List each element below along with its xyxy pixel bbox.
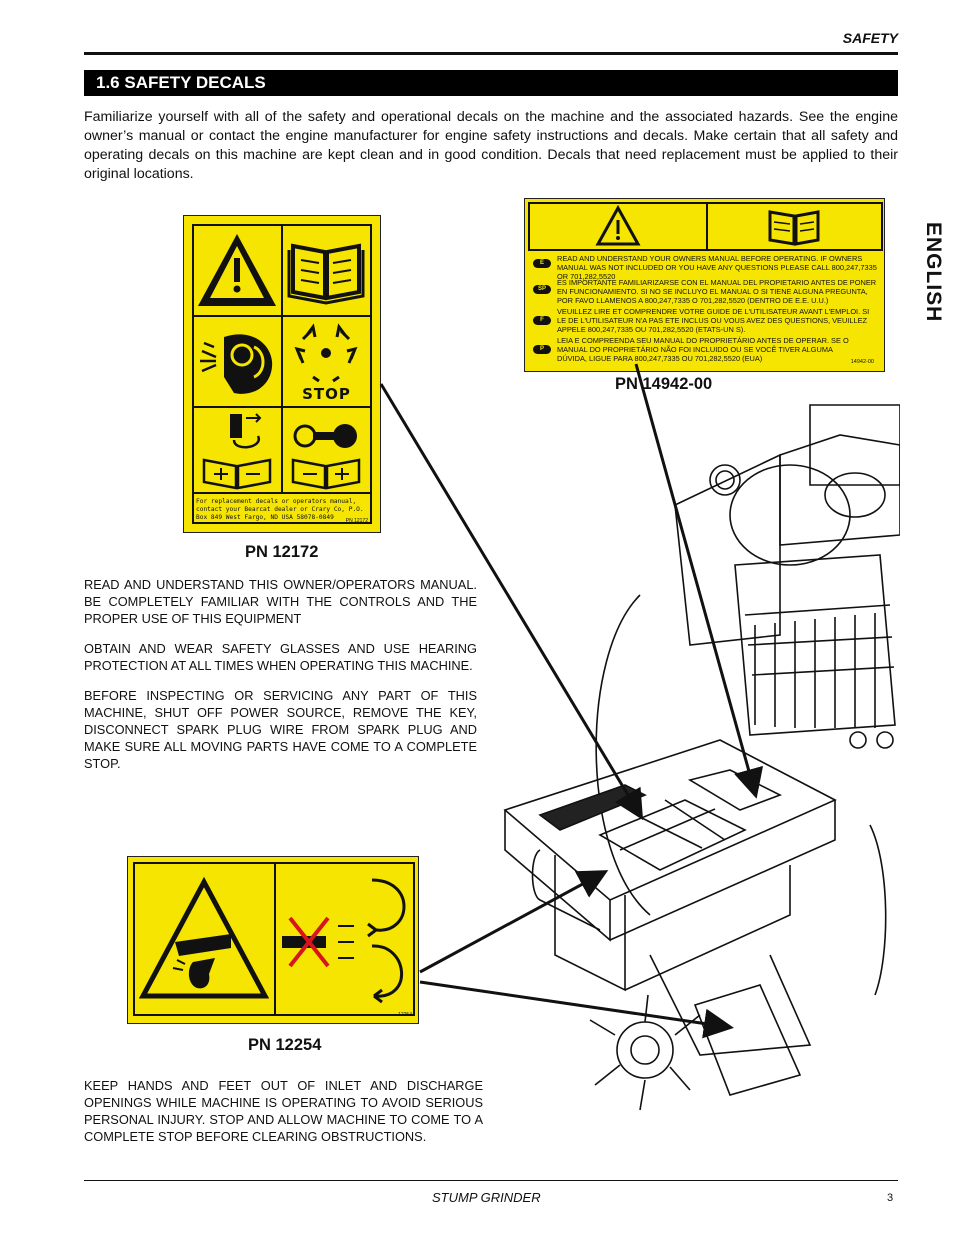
decal-line-english: READ AND UNDERSTAND YOUR OWNERS MANUAL BEFORE OPERATING. IF OWNERS MANUAL WAS NOT INCLUDED OR YOU HAVE ANY QUESTIONS PLEASE CALL 800,247,7335 OR 701,282,5520 xyxy=(557,254,877,281)
pn-12254-label: PN 12254 xyxy=(248,1036,322,1054)
bottom-rule xyxy=(84,1180,898,1181)
footer-title: STUMP GRINDER xyxy=(432,1190,541,1205)
language-badge-portuguese: P xyxy=(533,345,551,354)
language-tab: ENGLISH xyxy=(922,222,945,323)
pn-12172-label: PN 12172 xyxy=(245,543,319,561)
stop-label: STOP xyxy=(302,385,351,403)
arrow-12254-to-chute xyxy=(420,873,603,972)
decal-small-number: 14942-00 xyxy=(850,359,874,365)
decal-line-portuguese: LEIA E COMPREENDA SEU MANUAL DO PROPRIETÁRIO ANTES DE OPERAR. SE O MANUAL DO PROPRIETÁRIO NÃO FOI INCLUIDO OU SE VOCÊ TIVER ALGUMA DÚVIDA, LIGUE PARA 800,247,7335 OU 701,282,5520 (EUA) xyxy=(557,336,849,363)
arrow-14942-to-deck xyxy=(636,364,755,793)
page-number: 3 xyxy=(887,1192,894,1204)
pn-14942-label: PN 14942-00 xyxy=(615,375,713,393)
language-badge-french: F xyxy=(533,316,551,325)
intro-paragraph: Familiarize yourself with all of the safety and operational decals on the machine and the associated hazards. See the engine owner’s manual or contact the engine manufacturer for engine safety instructions and decals. Make certain that all safety and operating decals on this machine are kept clean and in good condition. Decals that need replacement must be applied to their original locations. xyxy=(84,109,898,182)
language-badge-spanish: SP xyxy=(533,285,551,294)
decal-small-number: PN 12172 xyxy=(345,518,368,524)
decal-line-spanish: ES IMPORTANTE FAMILIARIZARSE CON EL MANUAL DEL PROPIETARIO ANTES DE PONER EN FUNCIONAMIENTO. SI NO SE INCLUYO EL MANUAL O SI TIENE ALGUNA PREGUNTA, POR FAVO LLAMENOS A 800,247,7335 O 701,282,5520 (DENTRO DE E.E. U.U.) xyxy=(557,278,877,305)
decal-line-french: VEUILLEZ LIRE ET COMPRENDRE VOTRE GUIDE DE L'UTILISATEUR AVANT L'EMPLOI. SI LE DE L'UTILISATEUR N'A PAS ETE INCLUS OU VOUS AVEZ DES QUESTIONS, VEUILLEZ APPELE 800,247,7335 OU 701,282,5520 (ETATS-UN S). xyxy=(557,307,870,334)
protection-paragraph: OBTAIN AND WEAR SAFETY GLASSES AND USE HEARING PROTECTION AT ALL TIMES WHEN OPERATING THIS MACHINE. xyxy=(84,641,477,673)
arrow-12172-to-deck xyxy=(381,384,640,815)
read-manual-paragraph: READ AND UNDERSTAND THIS OWNER/OPERATORS MANUAL. BE COMPLETELY FAMILIAR WITH THE CONTROLS AND THE PROPER USE OF THIS EQUIPMENT xyxy=(84,577,477,626)
servicing-paragraph: BEFORE INSPECTING OR SERVICING ANY PART OF THIS MACHINE, SHUT OFF POWER SOURCE, REMOVE THE KEY, DISCONNECT SPARK PLUG WIRE FROM SPARK PLUG AND MAKE SURE ALL MOVING PARTS HAVE COME TO A COMPLETE STOP. xyxy=(84,688,477,771)
section-title: 1.6 SAFETY DECALS xyxy=(84,70,898,96)
running-header: SAFETY xyxy=(842,30,898,46)
decal-small-number: 12254 xyxy=(398,1012,412,1018)
pn-12254-description: KEEP HANDS AND FEET OUT OF INLET AND DISCHARGE OPENINGS WHILE MACHINE IS OPERATING TO AVOID SERIOUS PERSONAL INJURY. STOP AND ALLOW MACHINE TO COME TO A COMPLETE STOP BEFORE CLEARING OBSTRUCTIONS. xyxy=(84,1078,483,1144)
decal-contact-note: For replacement decals or operators manual, contact your Bearcat dealer or Crary Co, P.O. Box 849 West Fargo, ND USA 58078-0849 xyxy=(196,498,364,521)
arrow-12254-to-housing xyxy=(420,982,728,1027)
language-badge-english: E xyxy=(533,259,551,268)
